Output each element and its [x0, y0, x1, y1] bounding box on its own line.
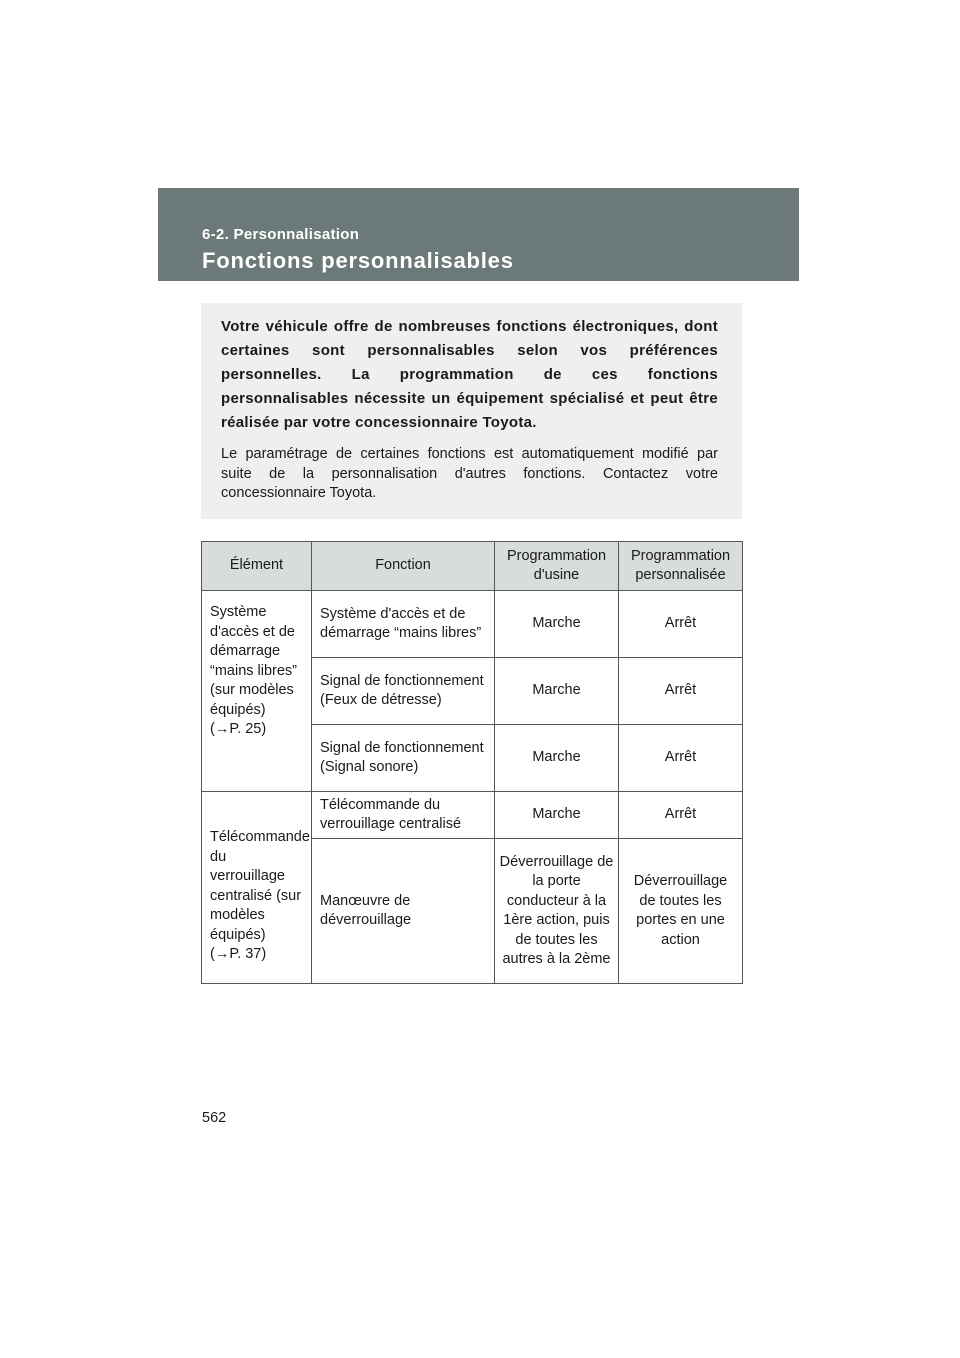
- section-label: 6-2. Personnalisation: [202, 226, 360, 243]
- element-label: Système d'accès et de démarrage “mains libres” (sur modèles équipés): [210, 604, 298, 718]
- element-cell: [202, 792, 312, 984]
- header-custom: Programmation personnalisée: [619, 542, 743, 591]
- custom-cell: Arrêt: [619, 725, 743, 792]
- intro-bold-text: Votre véhicule offre de nombreuses fonctions électroniques, dont certaines sont personnalisables selon vos préférences personnelles. La programmation de ces fonctions personnalisables nécessite un équipement spécialisé et peut être réalisée par votre concessionnaire Toyota.: [221, 318, 718, 431]
- page-reference: (→P. 25): [210, 721, 267, 737]
- element-label: Télécommande du verrouillage centralisé (sur modèles équipés): [210, 829, 310, 943]
- custom-cell: Déverrouillage de toutes les portes en une action: [619, 839, 743, 984]
- page-title: Fonctions personnalisables: [202, 248, 514, 273]
- factory-cell: Marche: [495, 658, 619, 725]
- page-number: 562: [202, 1110, 227, 1126]
- custom-cell: Arrêt: [619, 658, 743, 725]
- custom-cell: Arrêt: [619, 792, 743, 839]
- factory-cell: Marche: [495, 591, 619, 658]
- intro-note-text: Le paramétrage de certaines fonctions est automatiquement modifié par suite de la personnalisation d'autres fonctions. Contactez votre concessionnaire Toyota.: [221, 446, 718, 501]
- factory-cell: Déverrouillage de la porte conducteur à la 1ère action, puis de toutes les autres à la 2ème: [495, 839, 619, 984]
- factory-cell: Marche: [495, 725, 619, 792]
- function-cell: Système d'accès et de démarrage “mains libres”: [312, 591, 495, 658]
- function-cell: Télécommande du verrouillage centralisé: [312, 792, 495, 839]
- function-cell: Signal de fonctionnement (Feux de détresse): [312, 658, 495, 725]
- factory-cell: Marche: [495, 792, 619, 839]
- element-cell: [202, 591, 312, 792]
- page-reference: (→P. 37): [210, 946, 267, 963]
- table-row: [202, 792, 743, 839]
- header-function: Fonction: [312, 542, 495, 591]
- header-factory: Programmation d'usine: [495, 542, 619, 591]
- table-header-row: [202, 542, 743, 591]
- settings-table: [201, 541, 743, 984]
- header-element: Élément: [202, 542, 312, 591]
- table-row: [202, 591, 743, 658]
- function-cell: Manœuvre de déverrouillage: [312, 839, 495, 984]
- function-cell: Signal de fonctionnement (Signal sonore): [312, 725, 495, 792]
- custom-cell: Arrêt: [619, 591, 743, 658]
- intro-box: [201, 303, 742, 519]
